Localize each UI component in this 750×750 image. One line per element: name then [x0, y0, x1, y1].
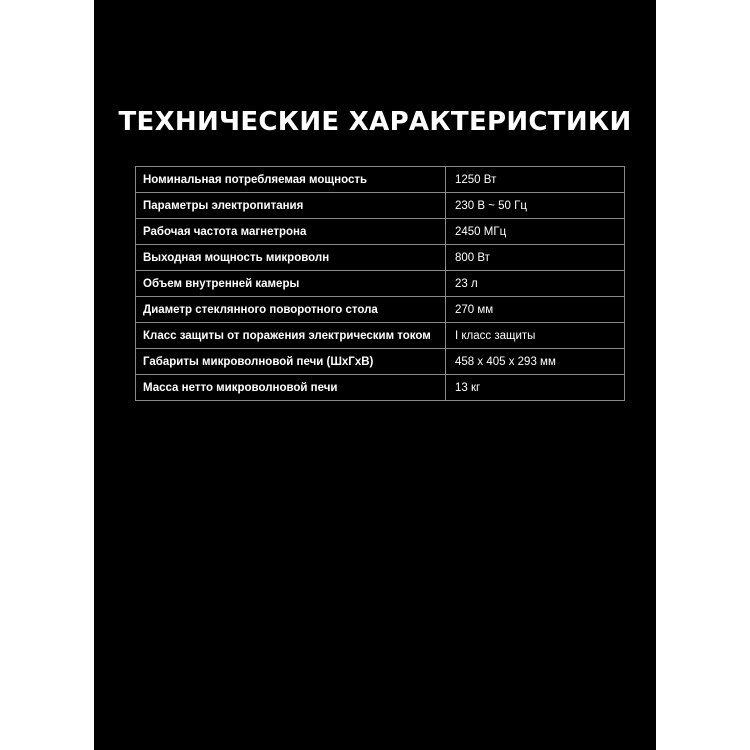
- spec-value: 230 В ~ 50 Гц: [446, 193, 625, 219]
- spec-name: Параметры электропитания: [136, 193, 446, 219]
- spec-name: Рабочая частота магнетрона: [136, 219, 446, 245]
- spec-name: Номинальная потребляемая мощность: [136, 167, 446, 193]
- spec-name: Диаметр стеклянного поворотного стола: [136, 297, 446, 323]
- spec-row-turntable-diameter: [136, 297, 625, 323]
- page-title: ТЕХНИЧЕСКИЕ ХАРАКТЕРИСТИКИ: [118, 107, 632, 137]
- spec-value: 23 л: [446, 271, 625, 297]
- spec-row-cavity-volume: [136, 271, 625, 297]
- spec-value: 2450 МГц: [446, 219, 625, 245]
- spec-row-power-consumption: [136, 167, 625, 193]
- spec-name: Выходная мощность микроволн: [136, 245, 446, 271]
- spec-name: Объем внутренней камеры: [136, 271, 446, 297]
- spec-table: [135, 166, 625, 401]
- spec-row-net-weight: [136, 375, 625, 401]
- spec-value: I класс защиты: [446, 323, 625, 349]
- spec-row-dimensions: [136, 349, 625, 375]
- spec-row-magnetron-frequency: [136, 219, 625, 245]
- spec-name: Габариты микроволновой печи (ШхГхВ): [136, 349, 446, 375]
- spec-name: Класс защиты от поражения электрическим током: [136, 323, 446, 349]
- spec-row-power-supply: [136, 193, 625, 219]
- spec-row-protection-class: [136, 323, 625, 349]
- spec-value: 13 кг: [446, 375, 625, 401]
- spec-value: 458 х 405 х 293 мм: [446, 349, 625, 375]
- spec-value: 270 мм: [446, 297, 625, 323]
- spec-value: 800 Вт: [446, 245, 625, 271]
- spec-value: 1250 Вт: [446, 167, 625, 193]
- spec-name: Масса нетто микроволновой печи: [136, 375, 446, 401]
- spec-row-microwave-output: [136, 245, 625, 271]
